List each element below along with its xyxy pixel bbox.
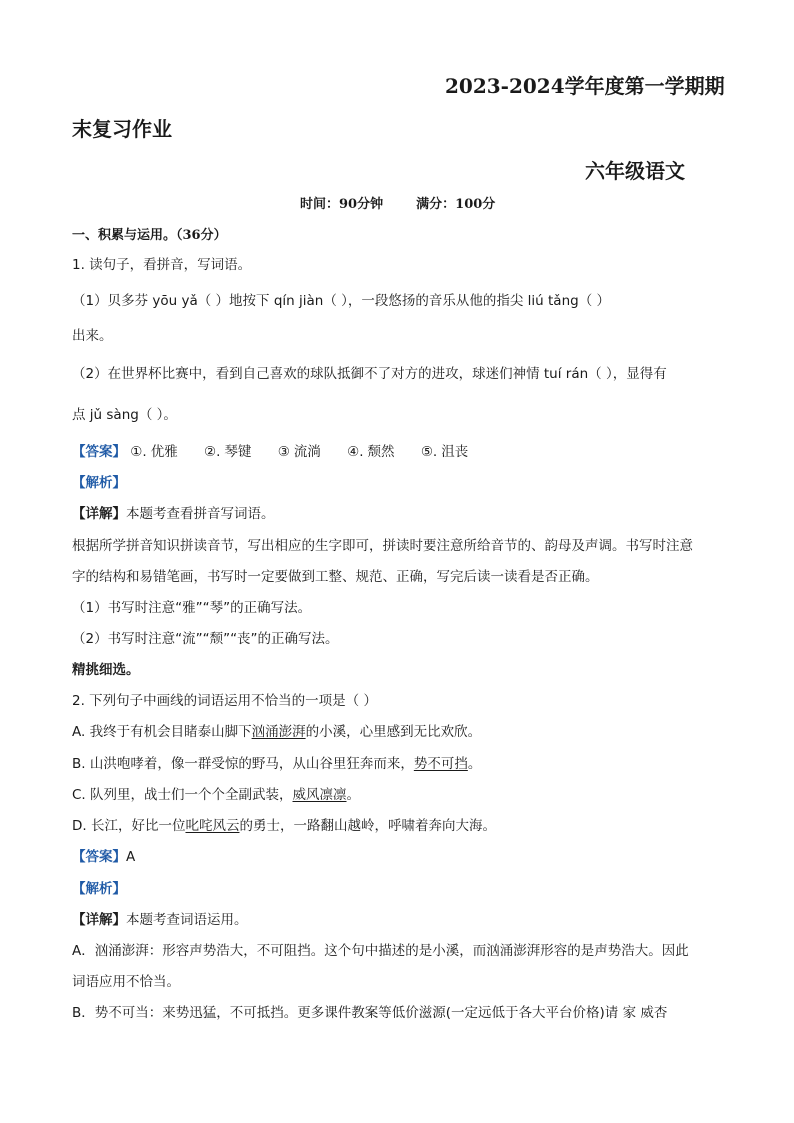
- underlined-word: 势不可挡: [413, 756, 468, 772]
- q1-sentence2-line2: 点 jǔ sàng（ ）。: [72, 407, 177, 423]
- q1-answer-row: [72, 443, 490, 461]
- underlined-word: 汹涌澎湃: [251, 724, 306, 740]
- q1-note2: （2）书写时注意“流”“颓”“丧”的正确写法。: [72, 631, 339, 647]
- q1-explain-line2: 字的结构和易错笔画，书写时一定要做到工整、规范、正确，写完后读一读看是否正确。: [72, 569, 599, 585]
- section-title: 一、积累与运用。（36分）: [72, 228, 227, 243]
- q2-option-c: C. 队列里，战士们一个个全副武装，威风凛凛。: [72, 787, 361, 803]
- analysis-tag: 【解析】: [72, 475, 126, 491]
- doc-subject: 六年级语文: [585, 159, 685, 183]
- answer-tag: 【答案】: [72, 444, 126, 460]
- answer-value: A: [126, 849, 136, 865]
- q1-sentence1-line1: （1）贝多芬 yōu yǎ（ ）地按下 qín jiàn（ ），一段悠扬的音乐从他的指尖 liú tǎng（ ）: [72, 293, 610, 309]
- answer-item: ③ 流淌: [277, 444, 321, 460]
- exam-score: 满分：100分: [416, 197, 496, 212]
- answer-item: ⑤. 沮丧: [420, 444, 469, 460]
- q1-sentence2-line1: （2）在世界杯比赛中，看到自己喜欢的球队抵御不了对方的进攻，球迷们神情 tuí rán（ ），显得有: [72, 366, 667, 382]
- q2-option-b: B. 山洪咆哮着，像一群受惊的野马，从山谷里狂奔而来，势不可挡。: [72, 756, 482, 772]
- q1-explain-line1: 根据所学拼音知识拼读音节，写出相应的生字即可，拼读时要注意所给音节的、韵母及声调。书写时注意: [72, 538, 693, 554]
- q2-stem: 2. 下列句子中画线的词语运用不恰当的一项是（ ）: [72, 693, 377, 709]
- analysis-tag: 【解析】: [72, 881, 126, 897]
- answer-item: ①. 优雅: [130, 444, 178, 460]
- q1-stem: 1. 读句子，看拼音，写词语。: [72, 257, 252, 273]
- q2-explain-b-line1: B．势不可当：来势迅猛，不可抵挡。更多课件教案等低价滋源(一定远低于各大平台价格)请 家 威杏: [72, 1005, 668, 1021]
- q2-option-d: D. 长江，好比一位叱咤风云的勇士，一路翻山越岭，呼啸着奔向大海。: [72, 818, 496, 834]
- q1-note1: （1）书写时注意“雅”“琴”的正确写法。: [72, 600, 312, 616]
- q2-answer-row: [72, 848, 135, 866]
- q2-detail: 【详解】本题考查词语运用。: [72, 912, 248, 928]
- q2-explain-a-line1: A．汹涌澎湃：形容声势浩大，不可阻挡。这个句中描述的是小溪，而汹涌澎湃形容的是声势浩大。因此: [72, 943, 689, 959]
- q1-sentence1-line2: 出来。: [72, 328, 113, 344]
- exam-time: 时间：90分钟: [300, 197, 384, 212]
- q2-option-a: A. 我终于有机会目睹泰山脚下汹涌澎湃的小溪，心里感到无比欢欣。: [72, 724, 482, 740]
- detail-tag: 【详解】: [72, 912, 126, 928]
- underlined-word: 叱咤风云: [185, 818, 240, 834]
- detail-tag: 【详解】: [72, 506, 126, 522]
- answer-item: ②. 琴键: [204, 444, 252, 460]
- q1-detail: 【详解】本题考查看拼音写词语。: [72, 506, 275, 522]
- underlined-word: 威风凛凛: [292, 787, 347, 803]
- exam-meta: [300, 193, 495, 212]
- promo-text: 精挑细选。: [72, 662, 140, 678]
- answer-tag: 【答案】: [72, 849, 126, 865]
- doc-title-line1: 2023-2024学年度第一学期期: [445, 74, 725, 98]
- q2-explain-a-line2: 词语应用不恰当。: [72, 974, 180, 990]
- doc-title-line2: 末复习作业: [72, 117, 172, 141]
- answer-item: ④. 颓然: [347, 444, 395, 460]
